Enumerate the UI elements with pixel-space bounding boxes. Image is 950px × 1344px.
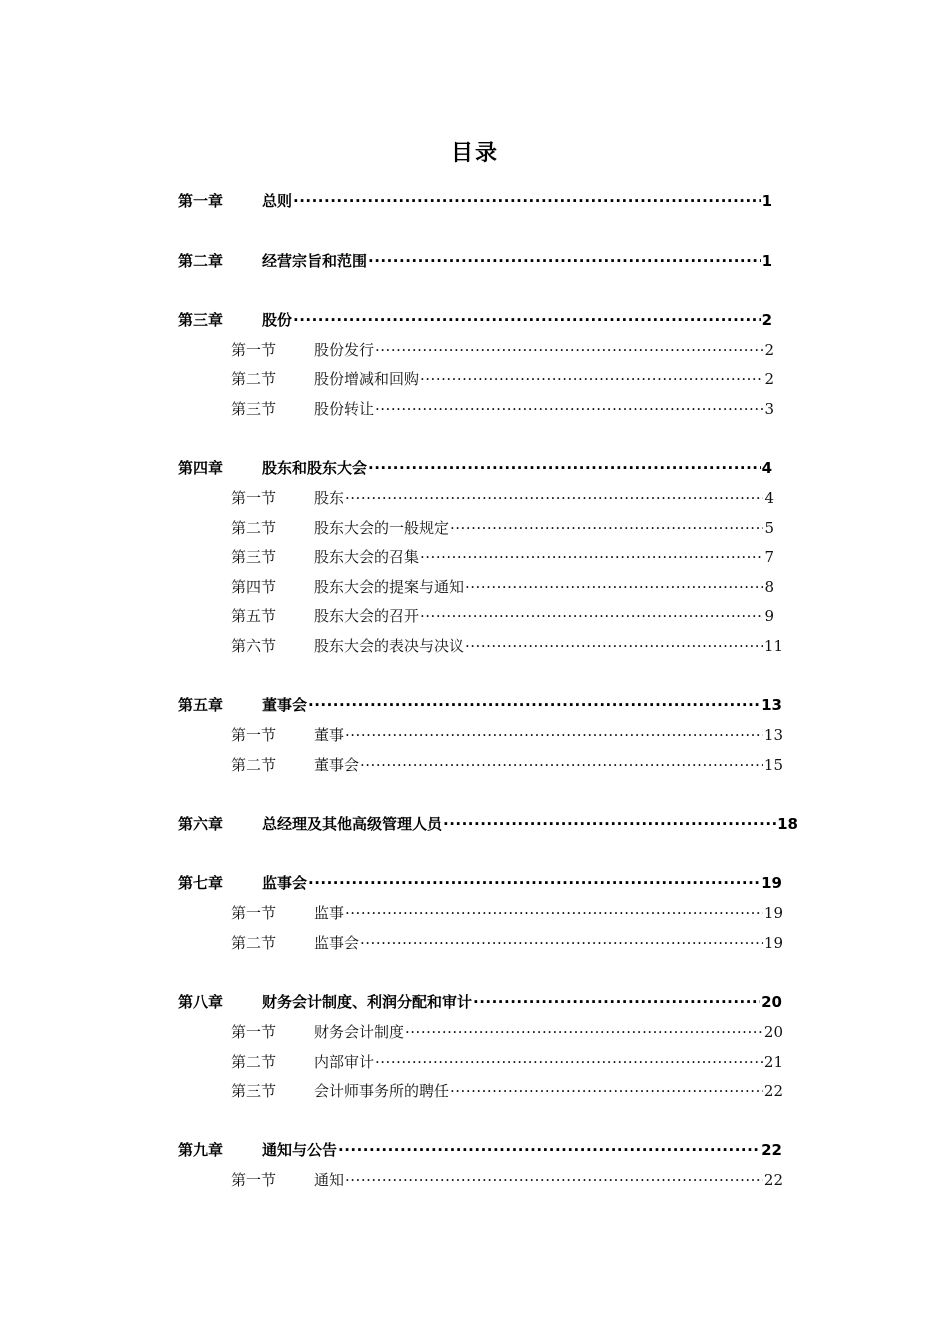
toc-page-number: 4 [764,489,774,507]
toc-entry-title: 通知与公告 [262,1141,338,1159]
toc-leader-dots [450,517,763,539]
toc-entry-title: 董事会 [262,696,308,714]
toc-page-number: 5 [764,519,774,537]
toc-title: 目录 [450,141,499,166]
toc-entry-title: 股东大会的一般规定 [314,519,450,537]
toc-page-number: 19 [763,934,783,952]
toc-page-number: 4 [761,459,772,477]
toc-entry-title: 总则 [262,192,293,210]
toc-page-number: 7 [764,548,774,566]
toc-entry-title: 财务会计制度 [314,1023,405,1041]
toc-entry-section [231,576,774,598]
toc-page-number: 15 [763,756,783,774]
toc-leader-dots [375,339,763,361]
toc-entry-title: 股东 [314,489,345,507]
toc-leader-dots [360,932,763,954]
toc-entry-section [231,605,774,627]
toc-page-number: 21 [763,1053,783,1071]
toc-entry-title: 总经理及其他高级管理人员 [262,815,443,833]
toc-entry-number: 第三章 [178,311,224,329]
toc-entry-section [231,1080,783,1102]
toc-entry-number: 第一节 [231,341,277,359]
toc-entry-title: 董事 [314,726,345,744]
toc-entry-number: 第一节 [231,1023,277,1041]
toc-page-number: 22 [761,1141,782,1159]
toc-entry-number: 第四节 [231,578,277,596]
toc-entry-number: 第三节 [231,1082,277,1100]
toc-entry-number: 第一节 [231,904,277,922]
toc-page-number: 19 [761,874,782,892]
toc-leader-dots [375,1051,763,1073]
toc-entry-number: 第一节 [231,726,277,744]
toc-entry-chapter [178,1139,782,1161]
toc-leader-dots [293,309,761,331]
toc-entry-chapter [178,872,782,894]
toc-entry-section [231,1021,783,1043]
toc-leader-dots [345,487,763,509]
toc-entry-section [231,1051,783,1073]
toc-entry-title: 监事会 [262,874,308,892]
toc-page-number: 2 [764,341,774,359]
toc-leader-dots [420,605,763,627]
toc-entry-number: 第三节 [231,400,277,418]
toc-entry-section [231,487,774,509]
toc-leader-dots [360,754,763,776]
toc-entry-title: 股份增减和回购 [314,370,420,388]
toc-leader-dots [293,190,761,212]
toc-entry-title: 股东大会的表决与决议 [314,637,465,655]
toc-entry-number: 第一节 [231,489,277,507]
toc-entry-section [231,724,783,746]
toc-entry-title: 会计师事务所的聘任 [314,1082,450,1100]
toc-entry-section [231,635,783,657]
toc-leader-dots [368,457,761,479]
toc-entry-number: 第五章 [178,696,224,714]
toc-page-number: 9 [764,607,774,625]
toc-leader-dots [450,1080,763,1102]
toc-leader-dots [345,724,763,746]
toc-entry-section [231,368,774,390]
toc-leader-dots [443,813,776,835]
toc-entry-title: 经营宗旨和范围 [262,252,368,270]
toc-entry-number: 第三节 [231,548,277,566]
toc-entry-section [231,339,774,361]
toc-leader-dots [420,546,763,568]
toc-entry-number: 第四章 [178,459,224,477]
toc-entry-number: 第七章 [178,874,224,892]
toc-page-number: 11 [763,637,783,655]
toc-page-number: 2 [764,370,774,388]
toc-page-number: 13 [763,726,783,744]
toc-page-number: 2 [761,311,772,329]
toc-entry-chapter [178,991,782,1013]
toc-page-number: 22 [763,1171,783,1189]
toc-leader-dots [368,250,761,272]
toc-entry-title: 股东大会的召开 [314,607,420,625]
toc-leader-dots [420,368,763,390]
toc-entry-number: 第六节 [231,637,277,655]
toc-entry-title: 通知 [314,1171,345,1189]
toc-entry-chapter [178,694,782,716]
toc-entry-title: 股东大会的提案与通知 [314,578,465,596]
toc-entry-number: 第二节 [231,756,277,774]
toc-leader-dots [345,902,763,924]
toc-leader-dots [308,694,760,716]
toc-entry-section [231,932,783,954]
toc-entry-number: 第二章 [178,252,224,270]
toc-page-number: 3 [764,400,774,418]
toc-entry-number: 第五节 [231,607,277,625]
toc-entry-chapter [178,190,772,212]
toc-entry-title: 董事会 [314,756,360,774]
toc-leader-dots [473,991,760,1013]
toc-page-number: 18 [777,815,798,833]
toc-page-number: 1 [761,192,772,210]
toc-entry-number: 第八章 [178,993,224,1011]
toc-entry-number: 第六章 [178,815,224,833]
toc-entry-title: 监事 [314,904,345,922]
toc-entry-title: 股东大会的召集 [314,548,420,566]
toc-page-number: 1 [761,252,772,270]
toc-entry-title: 股份 [262,311,293,329]
toc-leader-dots [375,398,763,420]
toc-entry-title: 内部审计 [314,1053,375,1071]
toc-entry-chapter [178,309,772,331]
toc-entry-number: 第二节 [231,934,277,952]
toc-page-number: 20 [761,993,782,1011]
toc-entry-title: 股东和股东大会 [262,459,368,477]
toc-entry-title: 股份转让 [314,400,375,418]
toc-leader-dots [308,872,760,894]
toc-entry-number: 第二节 [231,370,277,388]
toc-entry-number: 第二节 [231,519,277,537]
toc-entry-section [231,1169,783,1191]
toc-entry-section [231,902,783,924]
toc-entry-section [231,754,783,776]
toc-entry-number: 第九章 [178,1141,224,1159]
toc-entry-number: 第一节 [231,1171,277,1189]
toc-entry-chapter [178,813,798,835]
toc-leader-dots [338,1139,760,1161]
toc-entry-section [231,546,774,568]
toc-leader-dots [405,1021,763,1043]
toc-entry-chapter [178,250,772,272]
toc-page-number: 8 [764,578,774,596]
toc-entry-section [231,517,774,539]
toc-entry-section [231,398,774,420]
toc-leader-dots [465,635,763,657]
toc-entry-number: 第一章 [178,192,224,210]
toc-entry-title: 监事会 [314,934,360,952]
toc-entry-chapter [178,457,772,479]
toc-leader-dots [345,1169,763,1191]
toc-leader-dots [465,576,763,598]
toc-entry-title: 财务会计制度、利润分配和审计 [262,993,473,1011]
toc-entry-number: 第二节 [231,1053,277,1071]
toc-page-number: 20 [763,1023,783,1041]
toc-page-number: 13 [761,696,782,714]
toc-entry-title: 股份发行 [314,341,375,359]
toc-page-number: 22 [763,1082,783,1100]
toc-page-number: 19 [763,904,783,922]
